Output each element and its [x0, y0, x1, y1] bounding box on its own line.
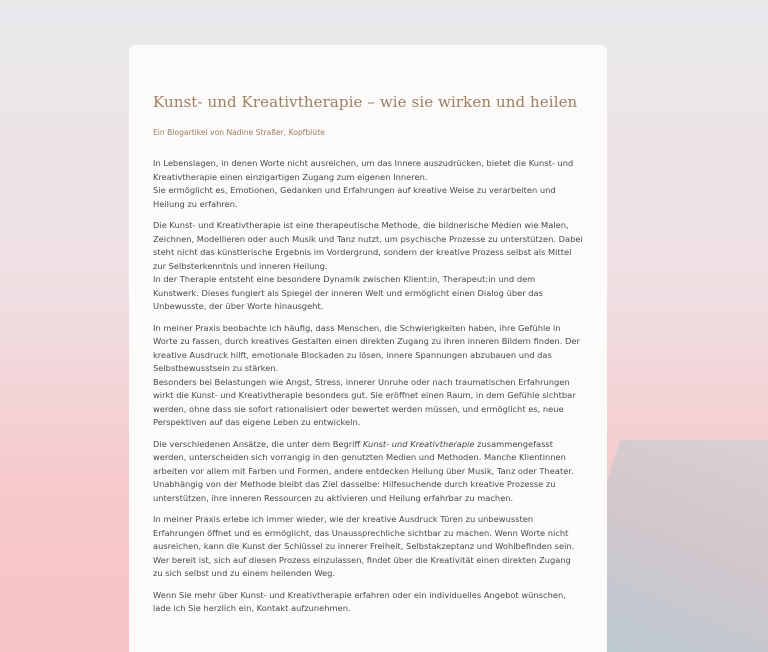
paragraph-line: Besonders bei Belastungen wie Angst, Stress, innerer Unruhe oder nach traumatischen Erfahrungen wirkt die Kunst- und Kreativtherapie besonders gut. Sie eröffnet einen Raum, in dem Gefühle sichtbar werden, ohne dass sie sofort rationalisiert oder bewertet werden müssen, und ermöglicht es, neue Perspektiven auf das eigene Leben zu entwickeln.	[153, 376, 576, 427]
paragraph-experience: In meiner Praxis erlebe ich immer wieder, wie der kreative Ausdruck Türen zu unbewussten Erfahrungen öffnet und es ermöglicht, das Unaussprechliche sichtbar zu machen. Wenn Worte nicht ausreichen, kann die Kunst der Schlüssel zu innerer Freiheit, Selbstakzeptanz und Wohlbefinden sein. Wer bereit ist, sich auf diesen Prozess einzulassen, findet über die Kreativität einen direkten Zugang zu sich selbst und zu einem heilenden Weg.	[153, 514, 575, 578]
paragraph-line: Unabhängig von der Methode bleibt das Ziel dasselbe: Hilfesuchende durch kreative Prozesse zu unterstützen, ihre inneren Ressourcen zu aktivieren und Heilung erfahrbar zu machen.	[153, 479, 556, 503]
paragraph-intro	[153, 157, 583, 211]
emphasis-term: Kunst- und Kreativtherapie	[362, 438, 475, 449]
paragraph-text: zusammengefasst werden, unterscheiden sich vorrangig in den genutzten Medien und Methoden. Manche Klientinnen arbeiten vor allem mit Farben und Formen, andere entdecken Heilung über Musik, Tanz oder Theater.	[153, 438, 574, 476]
paragraph-line: Die Kunst- und Kreativtherapie ist eine therapeutische Methode, die bildnerische Medien wie Malen, Zeichnen, Modellieren oder auch Musik und Tanz nutzt, um psychische Prozesse zu unterstützen. Dabei steht nicht das künstlerische Ergebnis im Vordergrund, sondern der kreative Prozess selbst als Mittel zur Selbsterkenntnis und inneren Heilung.	[153, 220, 583, 271]
article-title: Kunst- und Kreativtherapie – wie sie wirken und heilen	[153, 93, 578, 111]
article-byline: Ein Blogartikel von Nadine Straßer, Kopfblüte	[153, 128, 325, 137]
paragraph-contact: Wenn Sie mehr über Kunst- und Kreativtherapie erfahren oder ein individuelles Angebot wünschen, lade ich Sie herzlich ein, Kontakt aufzunehmen.	[153, 589, 566, 613]
paragraph-practice	[153, 322, 583, 430]
paragraph-line: Sie ermöglicht es, Emotionen, Gedanken und Erfahrungen auf kreative Weise zu verarbeiten und Heilung zu erfahren.	[153, 185, 556, 209]
article-card	[129, 45, 607, 652]
paragraph-method	[153, 219, 583, 314]
article-body	[153, 157, 583, 616]
paragraph-text: Die verschiedenen Ansätze, die unter dem Begriff	[153, 438, 363, 449]
paragraph-line: In meiner Praxis beobachte ich häufig, dass Menschen, die Schwierigkeiten haben, ihre Gefühle in Worte zu fassen, durch kreatives Gestalten einen direkten Zugang zu ihren inneren Bildern finden. Der kreative Ausdruck hilft, emotionale Blockaden zu lösen, innere Spannungen abzubauen und das Selbstbewusstsein zu stärken.	[153, 322, 580, 373]
paragraph-line: In Lebenslagen, in denen Worte nicht ausreichen, um das Innere auszudrücken, bietet die Kunst- und Kreativtherapie einen einzigartigen Zugang zum eigenen Inneren.	[153, 158, 574, 182]
paragraph-line: In der Therapie entsteht eine besondere Dynamik zwischen Klient:in, Therapeut:in und dem Kunstwerk. Dieses fungiert als Spiegel der inneren Welt und ermöglicht einen Dialog über das Unbewusste, der über Worte hinausgeht.	[153, 274, 543, 311]
paragraph-approaches	[153, 438, 583, 506]
